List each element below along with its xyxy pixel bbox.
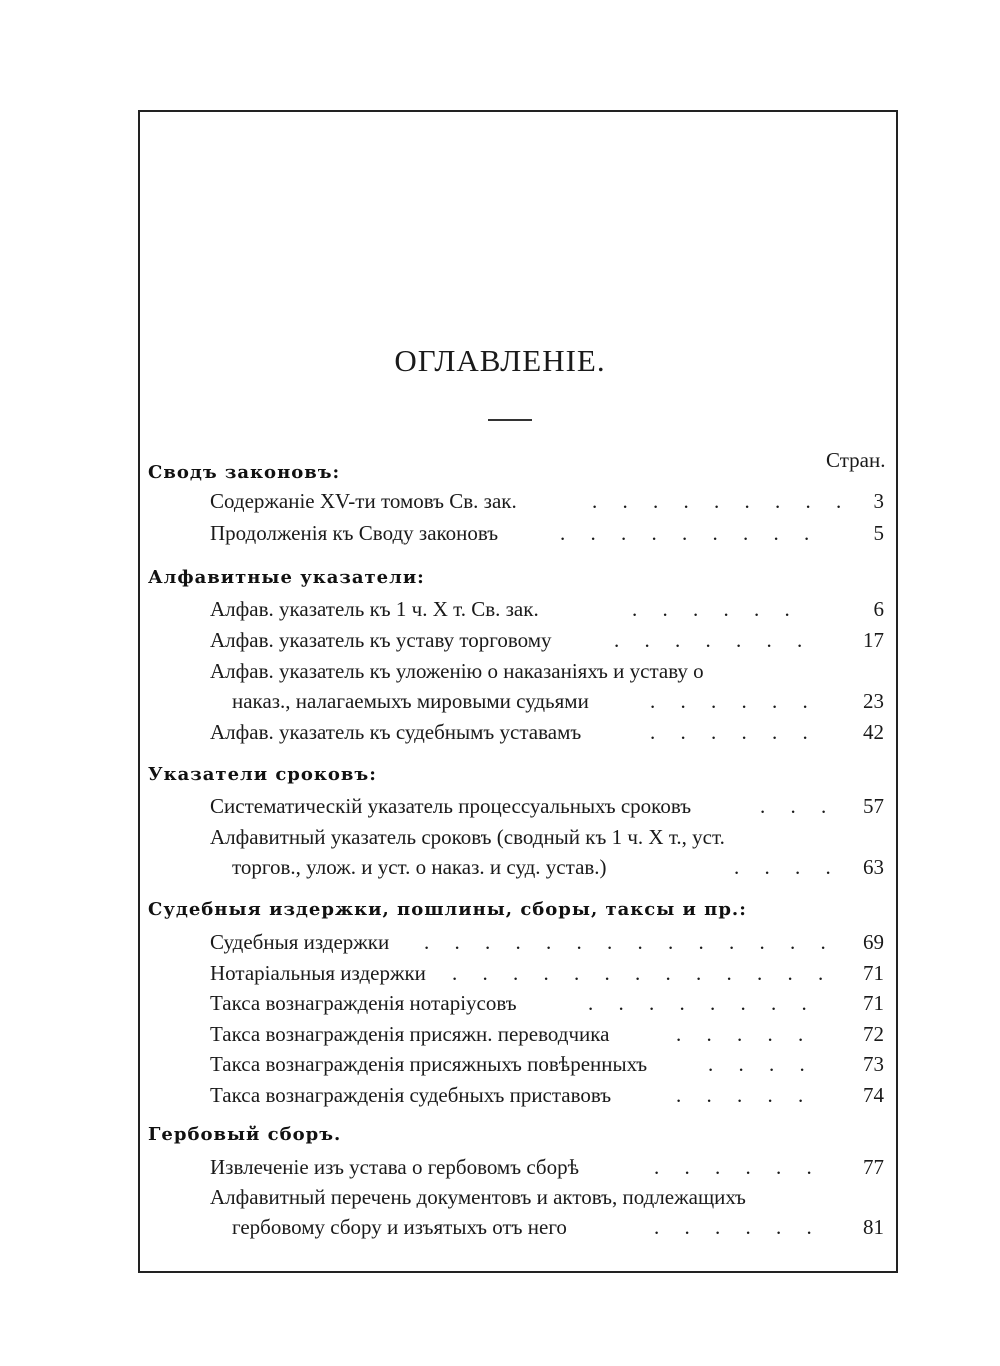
dot-leader: . . . . bbox=[708, 1052, 815, 1076]
dot-leader: . . . . . . bbox=[654, 1215, 822, 1239]
page-number: 72 bbox=[863, 1022, 884, 1046]
entry-text: Продолженія къ Своду законовъ bbox=[210, 521, 499, 545]
page-number: 69 bbox=[863, 930, 884, 954]
section-heading: Гербовый сборъ. bbox=[148, 1124, 342, 1145]
entry-text: Такса вознагражденія присяжныхъ повѣренныхъ bbox=[210, 1052, 648, 1076]
dot-leader: . . . . . . bbox=[650, 689, 818, 713]
page-number: 6 bbox=[873, 597, 884, 621]
entry-text: Алфав. указатель къ судебнымъ уставамъ bbox=[210, 720, 582, 744]
section-heading: Указатели сроковъ: bbox=[148, 764, 377, 785]
page-number: 5 bbox=[873, 521, 884, 545]
page-number: 42 bbox=[863, 720, 884, 744]
entry-text: Такса вознагражденія присяжн. переводчика bbox=[210, 1022, 610, 1046]
entry-text: Такса вознагражденія судебныхъ приставовъ bbox=[210, 1083, 612, 1107]
dot-leader: . . . . . . . . . bbox=[592, 489, 852, 513]
entry-text: Алфав. указатель къ 1 ч. X т. Св. зак. bbox=[210, 597, 539, 621]
page-number: 73 bbox=[863, 1052, 884, 1076]
dot-leader: . . . . bbox=[734, 855, 841, 879]
entry-text: Судебныя издержки bbox=[210, 930, 390, 954]
entry-text-continued: наказ., налагаемыхъ мировыми судьями bbox=[232, 689, 589, 713]
dot-leader: . . . . . . . . . bbox=[560, 521, 820, 545]
page-number: 23 bbox=[863, 689, 884, 713]
section-heading: Судебныя издержки, пошлины, сборы, таксы и пр.: bbox=[148, 899, 747, 920]
page-number: 17 bbox=[863, 628, 884, 652]
page-title: ОГЛАВЛЕНІЕ. bbox=[394, 343, 606, 378]
entry-text: Алфав. указатель къ уложенію о наказаніяхъ и уставу о bbox=[210, 659, 704, 683]
page-number: 3 bbox=[873, 489, 884, 513]
entry-text: Извлеченіе изъ устава о гербовомъ сборѣ bbox=[210, 1155, 579, 1179]
dot-leader: . . . . . bbox=[676, 1083, 814, 1107]
entry-text: Систематическій указатель процессуальныхъ сроковъ bbox=[210, 794, 692, 818]
page-column-label: Стран. bbox=[826, 448, 886, 472]
entry-text-continued: гербовому сбору и изъятыхъ отъ него bbox=[232, 1215, 567, 1239]
page-number: 81 bbox=[863, 1215, 884, 1239]
page-number: 71 bbox=[863, 991, 884, 1015]
entry-text: Такса вознагражденія нотаріусовъ bbox=[210, 991, 517, 1015]
dot-leader: . . . . . . . . . . . . . . bbox=[424, 930, 836, 954]
page-number: 77 bbox=[863, 1155, 884, 1179]
dot-leader: . . . bbox=[760, 794, 837, 818]
entry-text: Алфавитный указатель сроковъ (сводный къ 1 ч. X т., уст. bbox=[210, 825, 725, 849]
dot-leader: . . . . . . bbox=[650, 720, 818, 744]
page-number: 57 bbox=[863, 794, 884, 818]
section-heading: Сводъ законовъ: bbox=[148, 462, 341, 483]
section-heading: Алфавитные указатели: bbox=[148, 567, 425, 588]
dot-leader: . . . . . bbox=[676, 1022, 814, 1046]
entry-text: Нотаріальныя издержки bbox=[210, 961, 426, 985]
entry-text: Алфав. указатель къ уставу торговому bbox=[210, 628, 552, 652]
dot-leader: . . . . . . . . bbox=[588, 991, 817, 1015]
dot-leader: . . . . . . bbox=[654, 1155, 822, 1179]
dot-leader: . . . . . . bbox=[632, 597, 800, 621]
page-number: 71 bbox=[863, 961, 884, 985]
title-rule bbox=[488, 419, 532, 421]
entry-text: Алфавитный перечень документовъ и актовъ, подлежащихъ bbox=[210, 1185, 746, 1209]
dot-leader: . . . . . . . . . . . . . bbox=[452, 961, 834, 985]
entry-text-continued: торгов., улож. и уст. о наказ. и суд. устав.) bbox=[232, 855, 607, 879]
page-number: 63 bbox=[863, 855, 884, 879]
entry-text: Содержаніе XV-ти томовъ Св. зак. bbox=[210, 489, 517, 513]
dot-leader: . . . . . . . bbox=[614, 628, 813, 652]
page-number: 74 bbox=[863, 1083, 884, 1107]
